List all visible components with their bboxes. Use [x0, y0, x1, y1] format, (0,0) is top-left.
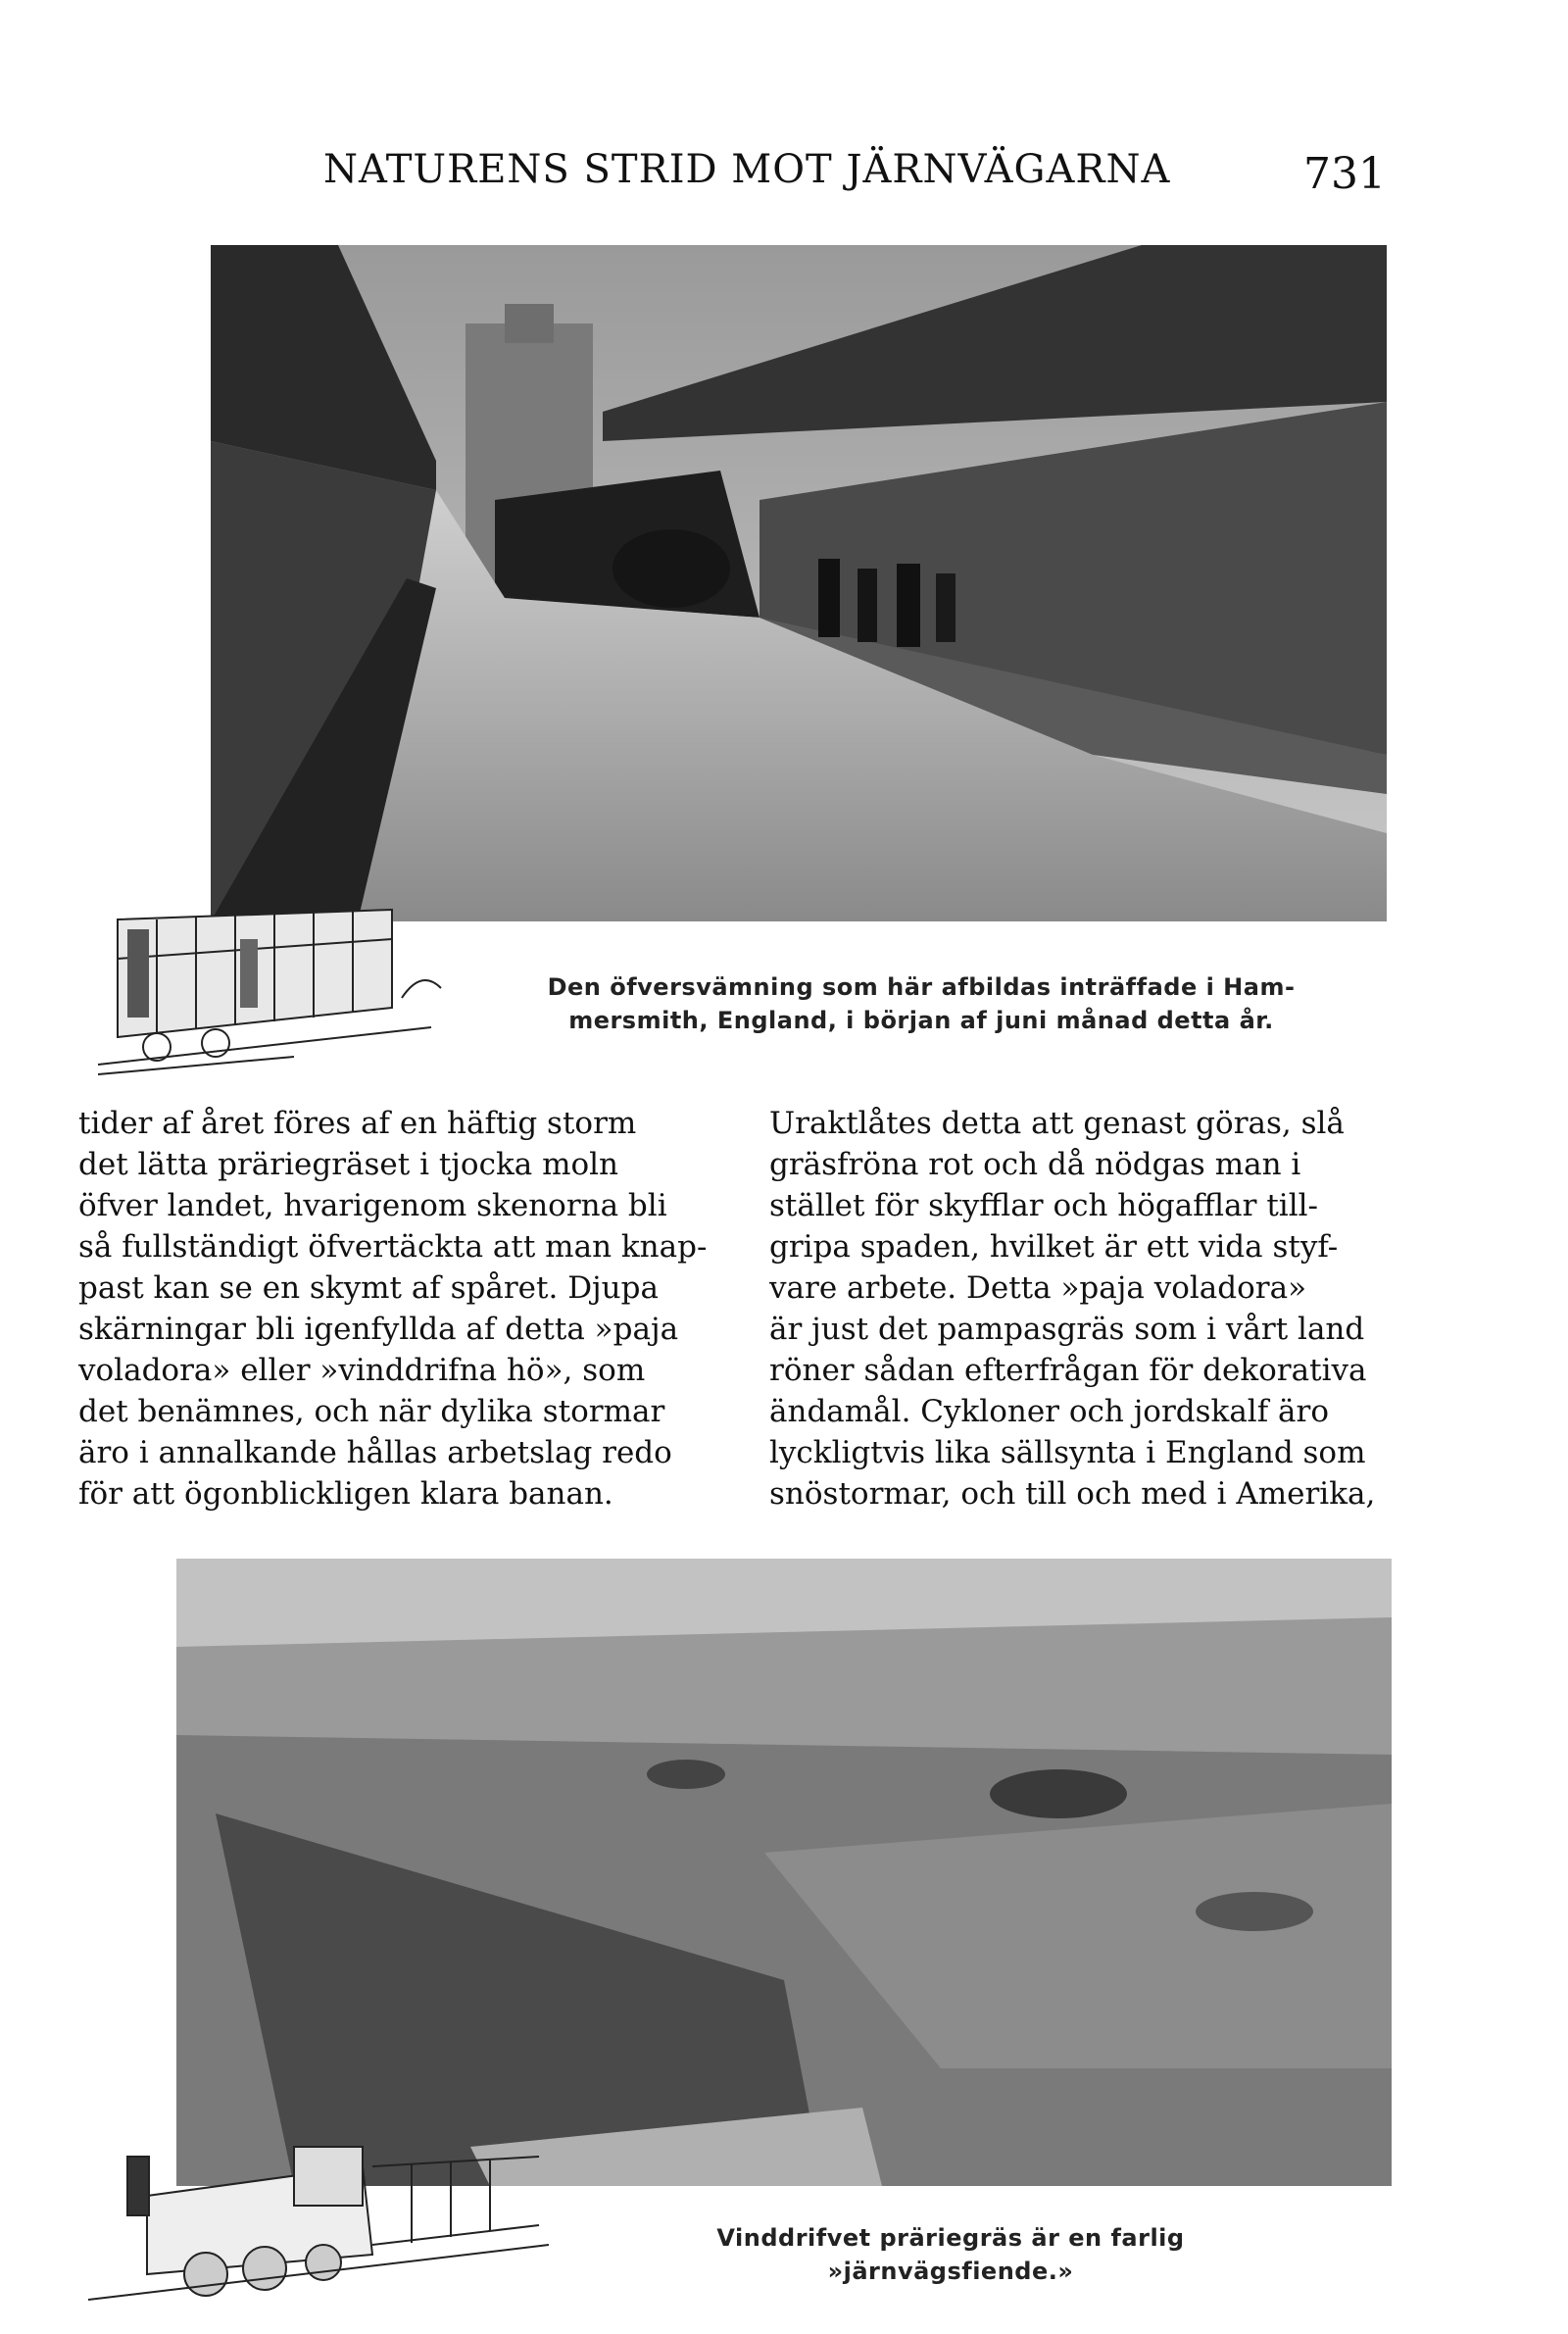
right-line: Uraktlåtes detta att genast göras, slå — [769, 1106, 1345, 1141]
left-line: past kan se en skymt af spåret. Djupa — [78, 1270, 659, 1306]
right-line: röner sådan efterfrågan för dekorativa — [769, 1353, 1367, 1388]
left-line: det benämnes, och när dylika stormar — [78, 1394, 665, 1429]
right-line: stället för skyfflar och högafflar till- — [769, 1188, 1319, 1223]
running-header-title: NATURENS STRID MOT JÄRNVÄGARNA — [323, 147, 1171, 192]
page-number: 731 — [1303, 149, 1386, 199]
left-text-column — [78, 1103, 715, 1515]
left-line: tider af året föres af en häftig storm — [78, 1106, 637, 1141]
bottom-caption-line-1: Vinddrifvet präriegräs är en farlig — [716, 2224, 1185, 2252]
right-line: gräsfröna rot och då nödgas man i — [769, 1147, 1301, 1182]
top-figure-caption — [510, 970, 1333, 1037]
flooded-station-photo — [211, 245, 1387, 921]
train-vignette-illustration — [98, 900, 451, 1076]
left-line: så fullständigt öfvertäckta att man knap- — [78, 1229, 708, 1265]
right-line: är just det pampasgräs som i vårt land — [769, 1312, 1365, 1347]
right-line: gripa spaden, hvilket är ett vida styf- — [769, 1229, 1339, 1265]
right-line: snöstormar, och till och med i Amerika, — [769, 1476, 1376, 1512]
left-line: det lätta präriegräset i tjocka moln — [78, 1147, 619, 1182]
left-line: öfver landet, hvarigenom skenorna bli — [78, 1188, 667, 1223]
bottom-figure-caption — [686, 2221, 1215, 2288]
prairie-grass-photo — [176, 1559, 1392, 2186]
right-line: vare arbete. Detta »paja voladora» — [769, 1270, 1307, 1306]
left-line: skärningar bli igenfyllda af detta »paja — [78, 1312, 679, 1347]
right-line: ändamål. Cykloner och jordskalf äro — [769, 1394, 1330, 1429]
locomotive-vignette-illustration — [88, 2127, 559, 2304]
left-line: voladora» eller »vinddrifna hö», som — [78, 1353, 646, 1388]
top-caption-line-1: Den öfversvämning som här afbildas inträffade i Ham- — [547, 973, 1296, 1001]
right-text-column — [769, 1103, 1406, 1515]
right-line: lyckligtvis lika sällsynta i England som — [769, 1435, 1366, 1470]
left-line: för att ögonblickligen klara banan. — [78, 1476, 613, 1512]
top-caption-line-2: mersmith, England, i början af juni månad detta år. — [568, 1007, 1274, 1034]
left-line: äro i annalkande hållas arbetslag redo — [78, 1435, 672, 1470]
bottom-caption-line-2: »järnvägsfiende.» — [827, 2258, 1074, 2285]
